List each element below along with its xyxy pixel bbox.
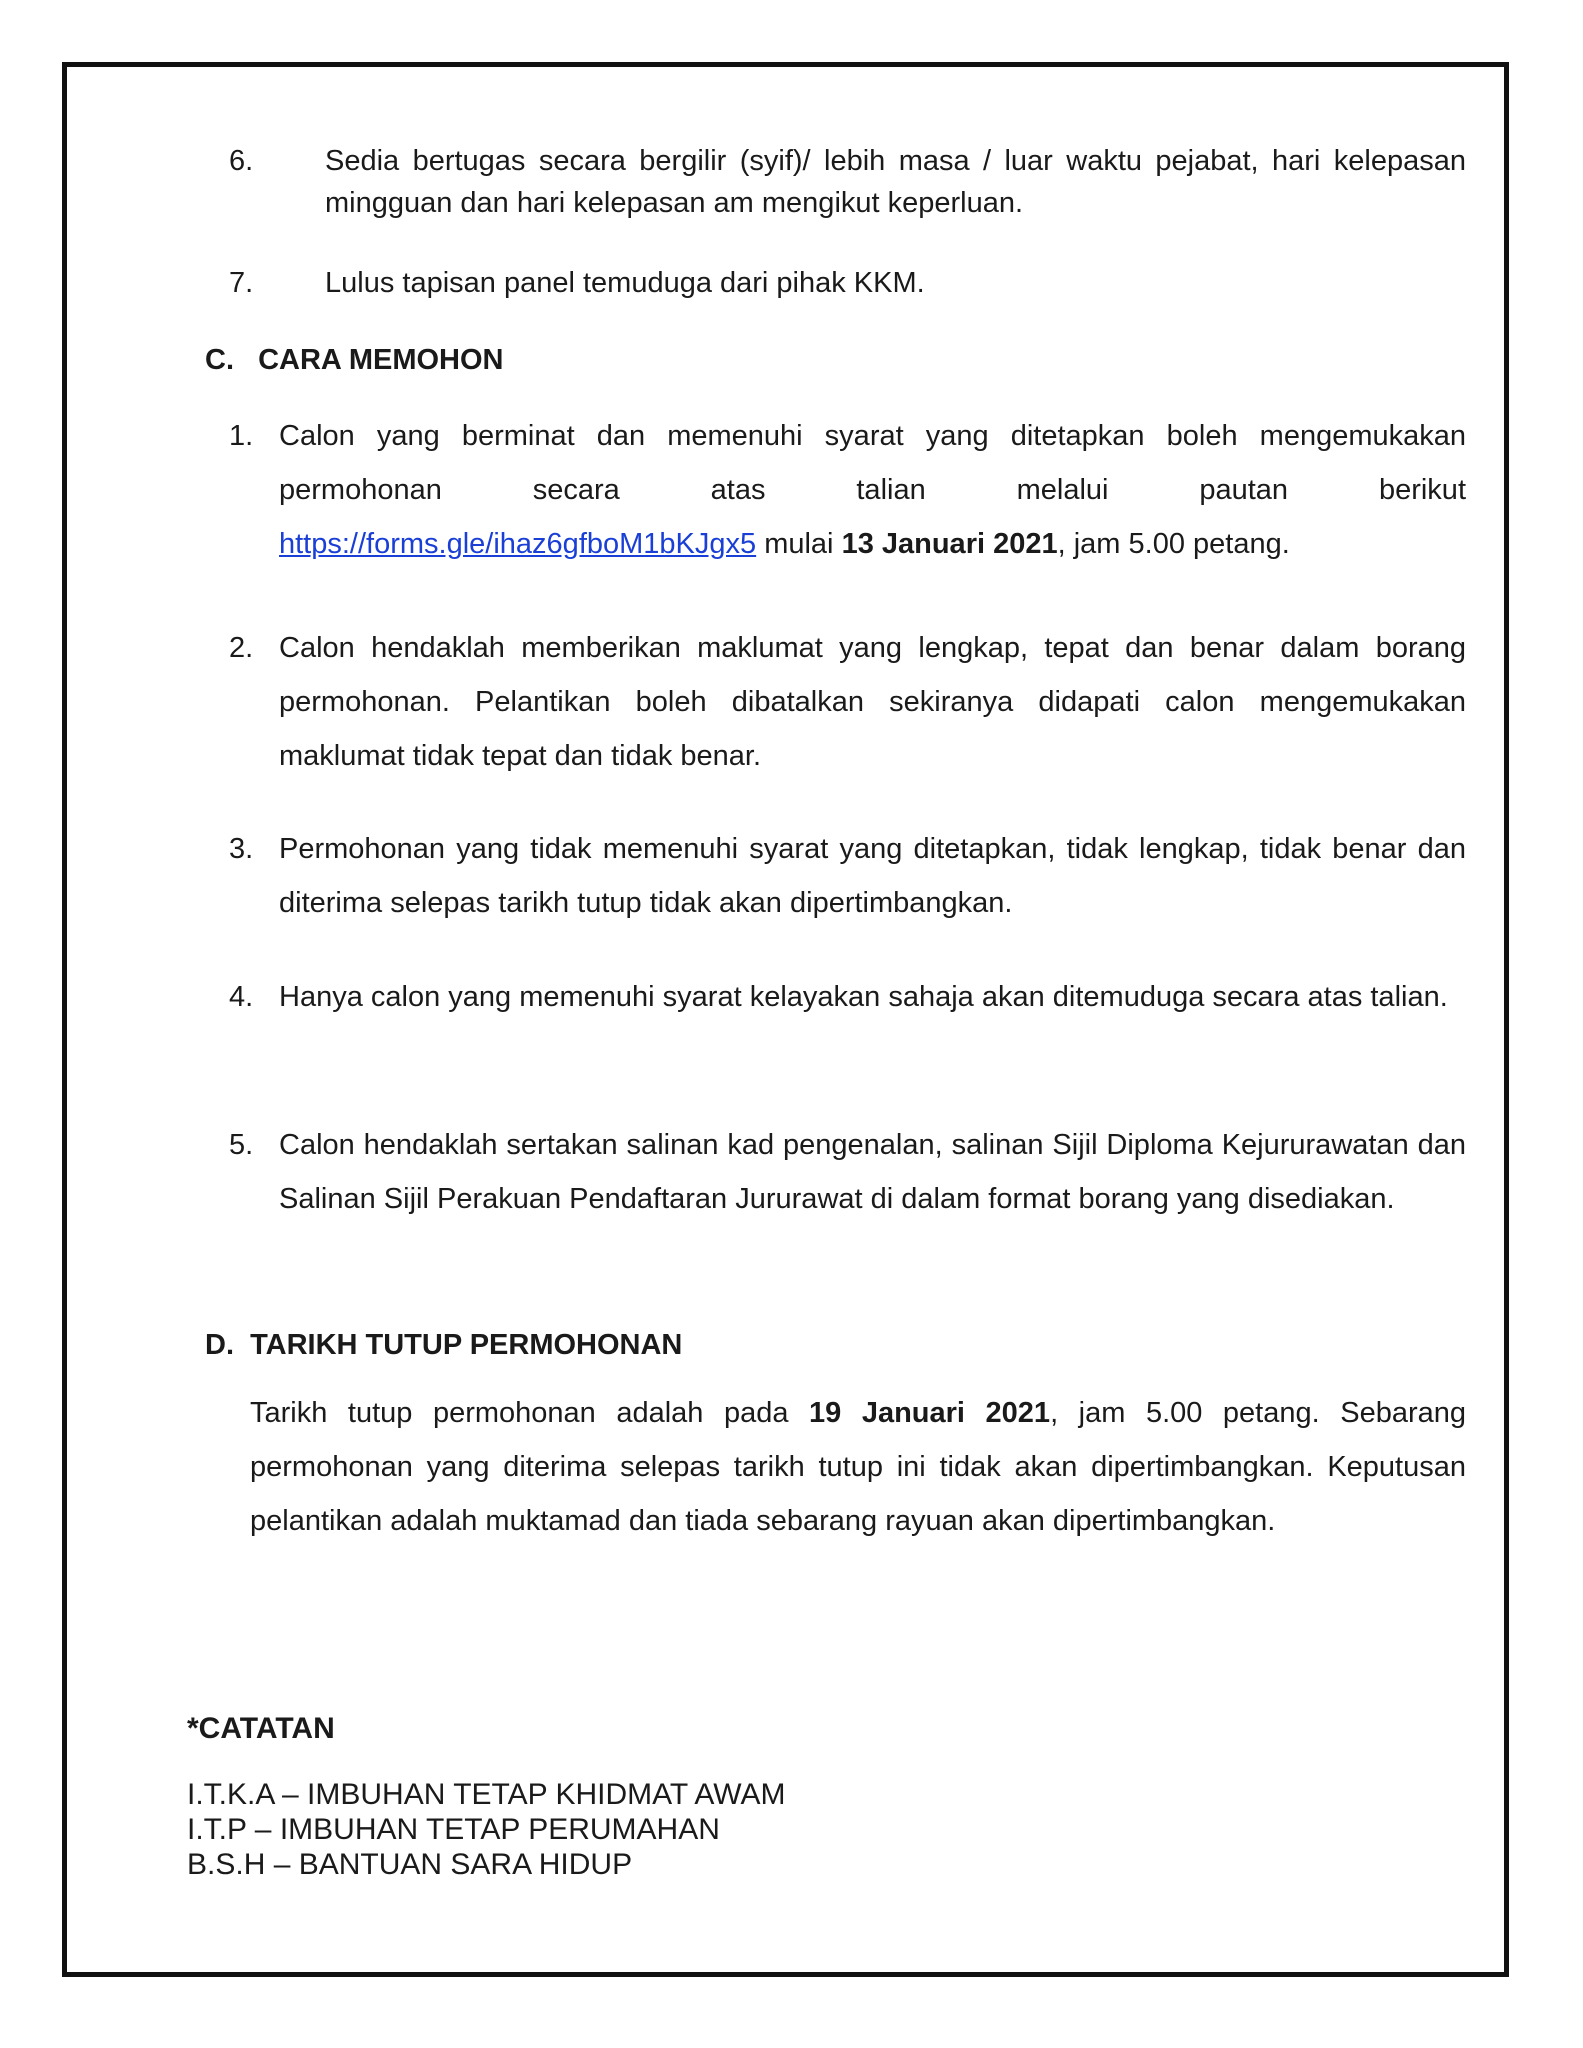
section-d-heading xyxy=(205,1329,682,1362)
list-item-number: 1. xyxy=(229,420,254,452)
note-line: B.S.H – BANTUAN SARA HIDUP xyxy=(187,1848,633,1881)
list-item-6 xyxy=(229,140,1466,224)
list-item-number: 4. xyxy=(229,981,254,1013)
open-date: 13 Januari 2021 xyxy=(841,528,1058,560)
c-item-1 xyxy=(229,409,1466,571)
list-item-text: Sedia bertugas secara bergilir (syif)/ lebih masa / luar waktu pejabat, hari kelepasan mingguan dan hari kelepasan am mengikut keperluan. xyxy=(325,145,1466,219)
list-item-number: 7. xyxy=(229,267,254,299)
c-item-1-line1: Calon yang berminat dan memenuhi syarat yang ditetapkan boleh mengemukakan xyxy=(279,420,1466,452)
c-item-1-line3: https://forms.gle/ihaz6gfboM1bKJgx5 mulai 13 Januari 2021, jam 5.00 petang. xyxy=(279,528,1290,560)
note-line: I.T.K.A – IMBUHAN TETAP KHIDMAT AWAM xyxy=(187,1778,786,1811)
list-item-text: Permohonan yang tidak memenuhi syarat yang ditetapkan, tidak lengkap, tidak benar dan diterima selepas tarikh tutup tidak akan dipertimbangkan. xyxy=(279,833,1466,919)
list-item-text: Lulus tapisan panel temuduga dari pihak KKM. xyxy=(325,267,925,299)
c-item-5 xyxy=(229,1118,1466,1226)
closing-date-paragraph: Tarikh tutup permohonan adalah pada 19 Januari 2021, jam 5.00 petang. Sebarang permohonan yang diterima selepas tarikh tutup ini tidak akan dipertimbangkan. Keputusan pelantikan adalah muktamad dan tiada sebarang rayuan akan dipertimbangkan. xyxy=(250,1397,1467,1537)
list-item-number: 3. xyxy=(229,833,254,865)
section-title: TARIKH TUTUP PERMOHONAN xyxy=(250,1329,683,1361)
list-item-text: Hanya calon yang memenuhi syarat kelayakan sahaja akan ditemuduga secara atas talian. xyxy=(279,981,1448,1013)
application-form-link[interactable]: https://forms.gle/ihaz6gfboM1bKJgx5 xyxy=(279,528,757,560)
list-item-number: 5. xyxy=(229,1129,254,1161)
section-title: CARA MEMOHON xyxy=(258,344,504,376)
c-item-3 xyxy=(229,822,1466,930)
c-item-1-line2: permohonan secara atas talian melalui pautan berikut xyxy=(279,474,1466,506)
closing-date: 19 Januari 2021 xyxy=(809,1397,1051,1429)
notes-title: *CATATAN xyxy=(187,1712,335,1745)
list-item-text: Calon hendaklah memberikan maklumat yang lengkap, tepat dan benar dalam borang permohonan. Pelantikan boleh dibatalkan sekiranya didapati calon mengemukakan maklumat tidak tepat dan tidak benar. xyxy=(279,632,1466,772)
list-item-7 xyxy=(229,262,1466,304)
section-letter: C. xyxy=(205,344,234,376)
list-item-text: Calon hendaklah sertakan salinan kad pengenalan, salinan Sijil Diploma Kejururawatan dan Salinan Sijil Perakuan Pendaftaran Jururawat di dalam format borang yang disediakan. xyxy=(279,1129,1466,1215)
list-item-number: 6. xyxy=(229,145,254,177)
list-item-number: 2. xyxy=(229,632,254,664)
c-item-2 xyxy=(229,621,1466,783)
section-c-heading xyxy=(205,344,503,377)
note-line: I.T.P – IMBUHAN TETAP PERUMAHAN xyxy=(187,1813,720,1846)
c-item-4 xyxy=(229,970,1466,1024)
section-letter: D. xyxy=(205,1329,234,1361)
